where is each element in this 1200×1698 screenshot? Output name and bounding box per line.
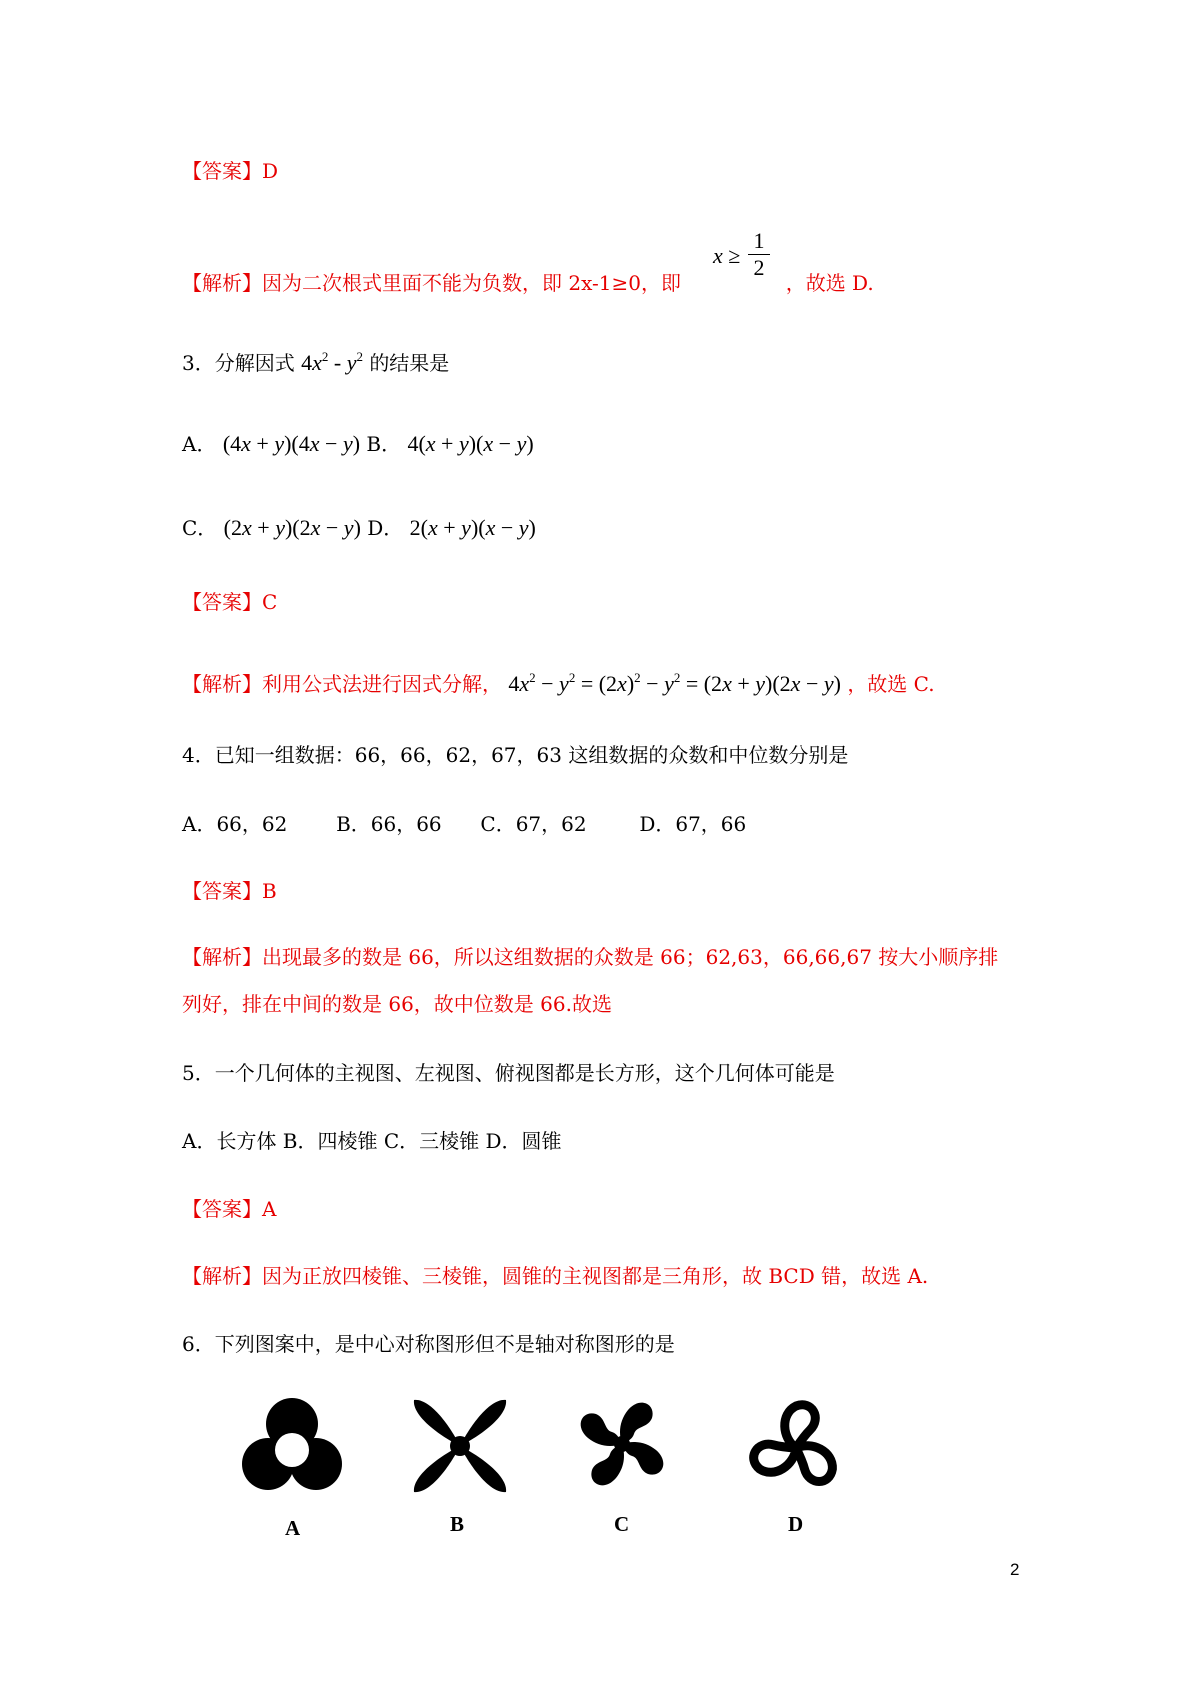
figure-c-pinwheel xyxy=(570,1392,674,1496)
q2-math-x xyxy=(713,243,740,269)
q3-answer: 【答案】C xyxy=(182,590,278,614)
q6-stem: 6．下列图案中，是中心对称图形但不是轴对称图形的是 xyxy=(182,1332,675,1356)
q2-answer: 【答案】D xyxy=(182,159,279,183)
q3-analysis xyxy=(182,670,935,698)
q2-fraction xyxy=(748,229,770,280)
q3-analysis-prefix: 【解析】利用公式法进行因式分解， xyxy=(182,672,502,696)
q2-fraction-den: 2 xyxy=(753,255,765,280)
q3-stem-math: $4x^2 - y^2$ xyxy=(301,349,363,375)
figure-d-three-leaf xyxy=(744,1396,848,1496)
q4-option-b: B．66，66 xyxy=(336,812,442,836)
q3-option-c-label: C． xyxy=(182,516,218,540)
figure-d-label: D xyxy=(788,1512,804,1536)
q3-option-a-math: (4x + y)(4x − y) xyxy=(222,431,361,456)
figure-b-four-petals xyxy=(410,1396,510,1496)
figure-c-label: C xyxy=(614,1512,630,1536)
page-number: 2 xyxy=(1010,1560,1020,1579)
q3-analysis-math: $4x^2 - y^2 = (2x)^2 - y^2 = (2x + y)(2x - y)$ xyxy=(508,670,841,696)
q3-option-b-math: 4(x + y)(x − y) xyxy=(407,431,534,456)
q3-option-c-math: (2x + y)(2x − y) xyxy=(223,515,361,540)
figure-a-three-circles xyxy=(240,1396,344,1496)
figure-a-label: A xyxy=(285,1516,301,1540)
q2-ge: ≥ xyxy=(728,243,741,268)
q3-stem-prefix: 3．分解因式 xyxy=(182,351,295,375)
q4-option-c: C．67，62 xyxy=(480,812,587,836)
figure-b-label: B xyxy=(450,1512,465,1536)
q5-options: A．长方体 B．四棱锥 C．三棱锥 D．圆锥 xyxy=(182,1129,562,1153)
q4-option-d: D．67，66 xyxy=(639,812,747,836)
q5-analysis: 【解析】因为正放四棱锥、三棱锥，圆锥的主视图都是三角形，故 BCD 错，故选 A. xyxy=(182,1264,929,1288)
q3-stem xyxy=(182,349,449,377)
q3-option-d-math: 2(x + y)(x − y) xyxy=(409,515,536,540)
q4-analysis-line1: 【解析】出现最多的数是 66，所以这组数据的众数是 66；62,63，66,66,67 按大小顺序排 xyxy=(182,945,999,969)
q4-stem: 4．已知一组数据：66，66，62，67，63 这组数据的众数和中位数分别是 xyxy=(182,743,849,767)
q3-option-a-label: A． xyxy=(182,432,217,456)
q4-answer: 【答案】B xyxy=(182,879,277,903)
q5-answer: 【答案】A xyxy=(182,1197,277,1221)
q4-analysis-line2: 列好，排在中间的数是 66，故中位数是 66.故选 xyxy=(182,992,612,1016)
q3-options-cd xyxy=(182,514,536,542)
q4-options xyxy=(182,810,746,838)
q2-fraction-num: 1 xyxy=(753,228,765,253)
q3-stem-suffix: 的结果是 xyxy=(369,351,450,375)
q3-option-d-label: D． xyxy=(367,516,404,540)
q3-option-b-label: B． xyxy=(366,432,402,456)
q3-options-ab xyxy=(182,430,534,458)
q2-analysis-prefix: 【解析】因为二次根式里面不能为负数，即 2x-1≥0，即 xyxy=(182,271,681,295)
q2-analysis-suffix: ，故选 D. xyxy=(785,271,874,295)
q3-analysis-suffix: ，故选 C. xyxy=(847,672,935,696)
q2-x: x xyxy=(713,243,723,268)
q5-stem: 5．一个几何体的主视图、左视图、俯视图都是长方形，这个几何体可能是 xyxy=(182,1061,835,1085)
q4-option-a: A．66，62 xyxy=(182,812,288,836)
